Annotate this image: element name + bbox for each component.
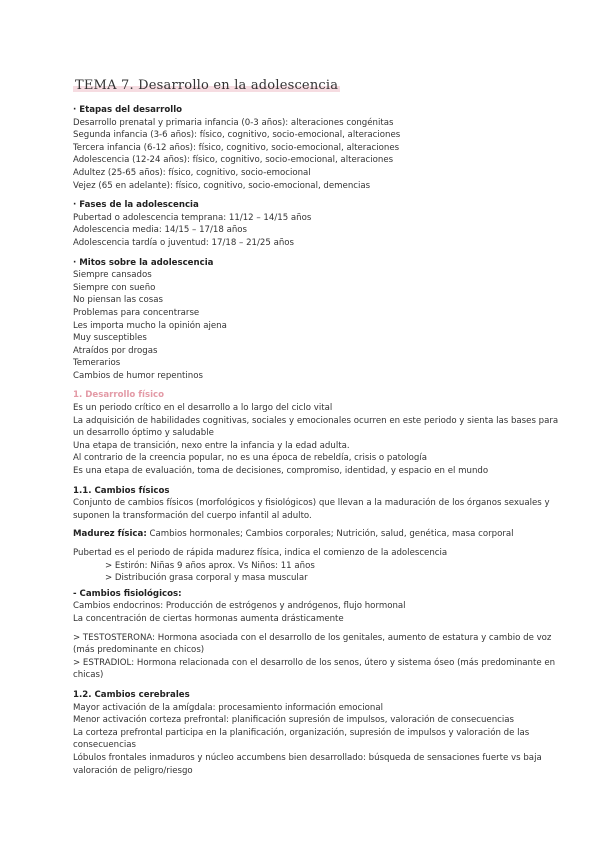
list-item: Adolescencia (12-24 años): físico, cognitivo, socio-emocional, alteraciones bbox=[73, 155, 394, 166]
section-cambios-fisiologicos bbox=[73, 588, 560, 682]
section-heading: · Fases de la adolescencia bbox=[73, 200, 199, 211]
list-item: Cambios de humor repentinos bbox=[73, 370, 203, 381]
list-item: Adolescencia tardía o juventud: 17/18 – 21/25 años bbox=[73, 237, 295, 248]
list-item: Adultez (25-65 años): físico, cognitivo, socio-emocional bbox=[73, 167, 311, 178]
section-desarrollo-fisico bbox=[73, 389, 560, 477]
list-item: Al contrario de la creencia popular, no es una época de rebeldía, crisis o patología bbox=[73, 453, 427, 464]
list-item: Tercera infancia (6-12 años): físico, cognitivo, socio-emocional, alteraciones bbox=[73, 142, 400, 153]
section-mitos bbox=[73, 257, 560, 383]
list-item: > Distribución grasa corporal y masa muscular bbox=[105, 573, 308, 584]
list-item: Adolescencia media: 14/15 – 17/18 años bbox=[73, 225, 248, 236]
section-fases bbox=[73, 199, 560, 249]
section-heading: · Mitos sobre la adolescencia bbox=[73, 257, 214, 268]
paragraph: Conjunto de cambios físicos (morfológicos y fisiológicos) que llevan a la maduración de los órganos sexuales y suponen la transformación del cuerpo infantil al adulto. bbox=[73, 498, 550, 521]
section-etapas bbox=[73, 104, 560, 192]
list-item: Cambios endocrinos: Producción de estrógenos y andrógenos, flujo hormonal bbox=[73, 601, 406, 612]
list-item: Vejez (65 en adelante): físico, cognitivo, socio-emocional, demencias bbox=[73, 180, 371, 191]
list-item: > ESTRADIOL: Hormona relacionada con el desarrollo de los senos, útero y sistema óseo (más predominante en chicas) bbox=[73, 657, 556, 681]
list-item: Desarrollo prenatal y primaria infancia (0-3 años): alteraciones congénitas bbox=[73, 117, 394, 128]
section-heading: · Etapas del desarrollo bbox=[73, 105, 183, 115]
list-item: La adquisición de habilidades cognitivas, sociales y emocionales ocurren en este periodo y sienta las bases para un desarrollo óptimo y saludable bbox=[73, 415, 559, 439]
list-item: La corteza prefrontal participa en la planificación, organización, supresión de impulsos y valoración de las consecuencias bbox=[73, 727, 530, 751]
list-item: > TESTOSTERONA: Hormona asociada con el desarrollo de los genitales, aumento de estatura y cambio de voz (más predominante en chicos) bbox=[73, 632, 552, 656]
section-cambios-fisicos bbox=[73, 485, 560, 585]
list-item: Una etapa de transición, nexo entre la infancia y la edad adulta. bbox=[73, 440, 350, 451]
list-item: Temerarios bbox=[73, 358, 121, 369]
list-item: Siempre con sueño bbox=[73, 282, 156, 293]
list-item: Atraídos por drogas bbox=[73, 345, 158, 356]
list-item: Siempre cansados bbox=[73, 270, 152, 281]
list-item: Les importa mucho la opinión ajena bbox=[73, 320, 227, 331]
list-item: Es un periodo crítico en el desarrollo a lo largo del ciclo vital bbox=[73, 403, 333, 414]
section-heading: - Cambios fisiológicos: bbox=[73, 588, 182, 599]
madurez-line bbox=[73, 528, 560, 541]
list-item: > Estirón: Niñas 9 años aprox. Vs Niños: 11 años bbox=[105, 560, 315, 571]
list-item: Muy susceptibles bbox=[73, 333, 147, 344]
list-item: La concentración de ciertas hormonas aumenta drásticamente bbox=[73, 613, 344, 624]
list-item: Lóbulos frontales inmaduros y núcleo accumbens bien desarrollado: búsqueda de sensaciones fuerte vs baja valoración de peligro/riesgo bbox=[73, 752, 542, 776]
section-heading: 1. Desarrollo físico bbox=[73, 390, 165, 401]
list-item: No piensan las cosas bbox=[73, 295, 163, 306]
paragraph: Pubertad es el periodo de rápida madurez física, indica el comienzo de la adolescencia bbox=[73, 548, 448, 558]
list-item: Segunda infancia (3-6 años): físico, cognitivo, socio-emocional, alteraciones bbox=[73, 130, 401, 141]
section-cambios-cerebrales bbox=[73, 689, 560, 777]
list-item: Mayor activación de la amígdala: procesamiento información emocional bbox=[73, 702, 384, 713]
list-item: Problemas para concentrarse bbox=[73, 307, 200, 318]
list-item: Es una etapa de evaluación, toma de decisiones, compromiso, identidad, y espacio en el mundo bbox=[73, 466, 489, 477]
madurez-label: Madurez física: bbox=[73, 529, 147, 540]
section-heading: 1.1. Cambios físicos bbox=[73, 485, 170, 496]
list-item: Pubertad o adolescencia temprana: 11/12 – 14/15 años bbox=[73, 212, 312, 223]
page-title: TEMA 7. Desarrollo en la adolescencia bbox=[75, 78, 339, 93]
madurez-text: Cambios hormonales; Cambios corporales; Nutrición, salud, genética, masa corporal bbox=[146, 529, 514, 540]
list-item: Menor activación corteza prefrontal: planificación supresión de impulsos, valoración de consecuencias bbox=[73, 715, 514, 726]
section-heading: 1.2. Cambios cerebrales bbox=[73, 689, 190, 700]
